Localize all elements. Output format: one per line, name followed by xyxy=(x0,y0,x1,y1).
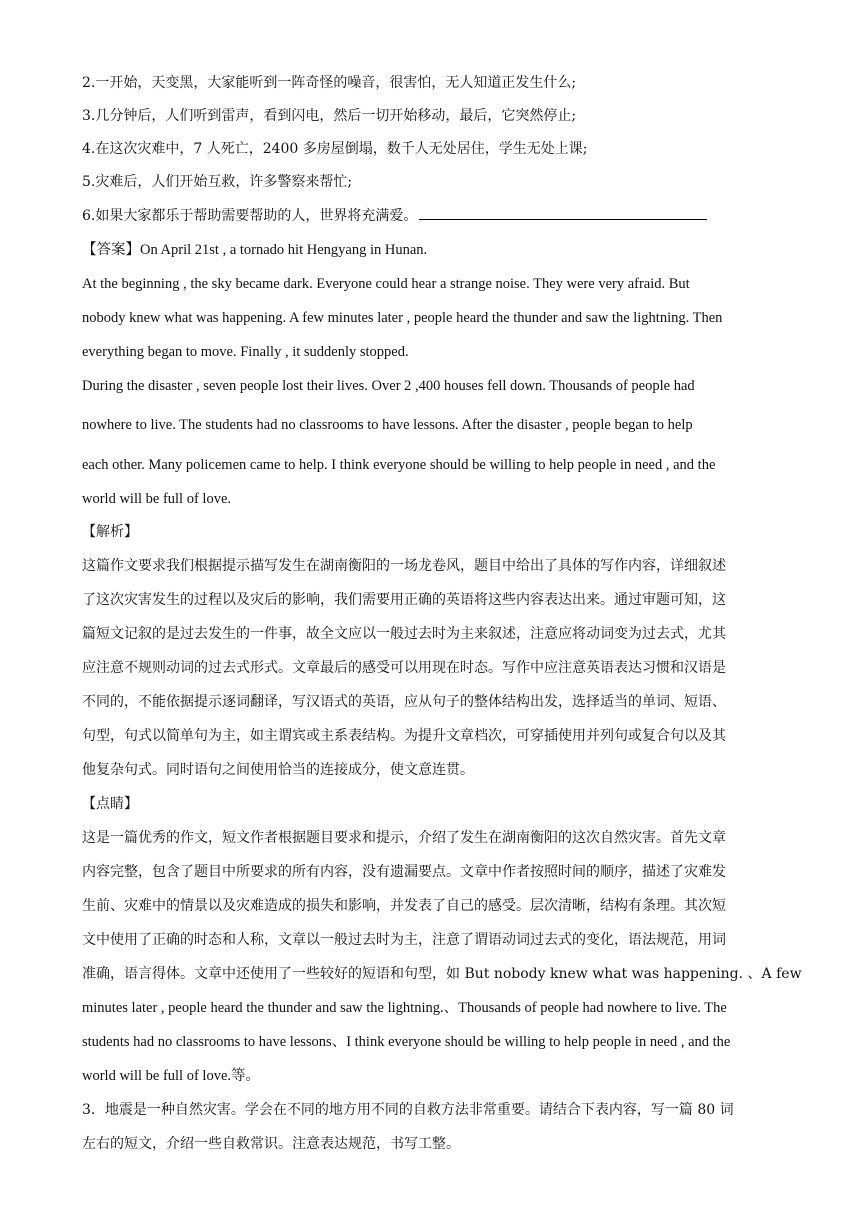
comment-line-5: 准确，语言得体。文章中还使用了一些较好的短语和句型，如 But nobody knew what was happening. 、A few xyxy=(82,966,802,982)
prompt-line-4: 4.在这次灾难中，7 人死亡，2400 多房屋倒塌，数千人无处居住，学生无处上课; xyxy=(82,141,588,157)
analysis-line-5: 不同的，不能依据提示逐词翻译，写汉语式的英语，应从句子的整体结构出发，选择适当的单词、短语、 xyxy=(82,694,726,710)
prompt-line-5: 5.灾难后，人们开始互救，许多警察来帮忙; xyxy=(82,174,353,190)
comment-line-2: 内容完整，包含了题目中所要求的所有内容，没有遗漏要点。文章中作者按照时间的顺序，描述了灾难发 xyxy=(82,864,726,880)
answer-line-7: each other. Many policemen came to help. I think everyone should be willing to help people in need , and the xyxy=(82,457,716,473)
prompt-line-3: 3.几分钟后，人们听到雷声，看到闪电，然后一切开始移动，最后，它突然停止; xyxy=(82,108,577,124)
analysis-line-6: 句型，句式以简单句为主，如主谓宾或主系表结构。为提升文章档次，可穿插使用并列句或复合句以及其 xyxy=(82,728,726,744)
answer-line-8: world will be full of love. xyxy=(82,491,232,507)
prompt-line-6-text: 6.如果大家都乐于帮助需要帮助的人，世界将充满爱。 xyxy=(82,208,418,224)
comment-line-1: 这是一篇优秀的作文，短文作者根据题目要求和提示，介绍了发生在湖南衡阳的这次自然灾害。首先文章 xyxy=(82,830,726,846)
answer-blank-line xyxy=(419,205,707,220)
answer-line-2: At the beginning , the sky became dark. Everyone could hear a strange noise. They were very afraid. But xyxy=(82,276,690,292)
analysis-heading: 【解析】 xyxy=(82,524,138,540)
comment-line-7: students had no classrooms to have lessons、I think everyone should be willing to help people in need , and the xyxy=(82,1034,731,1050)
comment-line-8: world will be full of love.等。 xyxy=(82,1068,261,1084)
comment-line-4: 文中使用了正确的时态和人称，文章以一般过去时为主，注意了谓语动词过去式的变化，语法规范，用词 xyxy=(82,932,726,948)
answer-line-1: 【答案】On April 21st , a tornado hit Hengyang in Hunan. xyxy=(82,242,428,258)
comment-heading: 【点睛】 xyxy=(82,796,138,812)
comment-line-3: 生前、灾难中的情景以及灾难造成的损失和影响，并发表了自己的感受。层次清晰，结构有条理。其次短 xyxy=(82,898,726,914)
analysis-line-4: 应注意不规则动词的过去式形式。文章最后的感受可以用现在时态。写作中应注意英语表达习惯和汉语是 xyxy=(82,660,726,676)
analysis-line-2: 了这次灾害发生的过程以及灾后的影响，我们需要用正确的英语将这些内容表达出来。通过审题可知，这 xyxy=(82,592,726,608)
analysis-line-7: 他复杂句式。同时语句之间使用恰当的连接成分，使文意连贯。 xyxy=(82,762,474,778)
question-3-line-1: 3．地震是一种自然灾害。学会在不同的地方用不同的自救方法非常重要。请结合下表内容，写一篇 80 词 xyxy=(82,1102,734,1118)
question-3-line-2: 左右的短文，介绍一些自救常识。注意表达规范，书写工整。 xyxy=(82,1136,460,1152)
analysis-line-3: 篇短文记叙的是过去发生的一件事，故全文应以一般过去时为主来叙述，注意应将动词变为过去式，尤其 xyxy=(82,626,726,642)
answer-line-5: During the disaster , seven people lost their lives. Over 2 ,400 houses fell down. Thousands of people had xyxy=(82,378,695,394)
prompt-line-2: 2.一开始，天变黑，大家能听到一阵奇怪的噪音，很害怕，无人知道正发生什么; xyxy=(82,75,577,91)
answer-line-3: nobody knew what was happening. A few minutes later , people heard the thunder and saw the lightning. Then xyxy=(82,310,723,326)
analysis-line-1: 这篇作文要求我们根据提示描写发生在湖南衡阳的一场龙卷风，题目中给出了具体的写作内容，详细叙述 xyxy=(82,558,726,574)
answer-line-4: everything began to move. Finally , it suddenly stopped. xyxy=(82,344,409,360)
comment-line-6: minutes later , people heard the thunder and saw the lightning.、Thousands of people had nowhere to live. The xyxy=(82,1000,727,1016)
prompt-line-6 xyxy=(82,205,707,226)
answer-line-6: nowhere to live. The students had no classrooms to have lessons. After the disaster , people began to help xyxy=(82,417,693,433)
